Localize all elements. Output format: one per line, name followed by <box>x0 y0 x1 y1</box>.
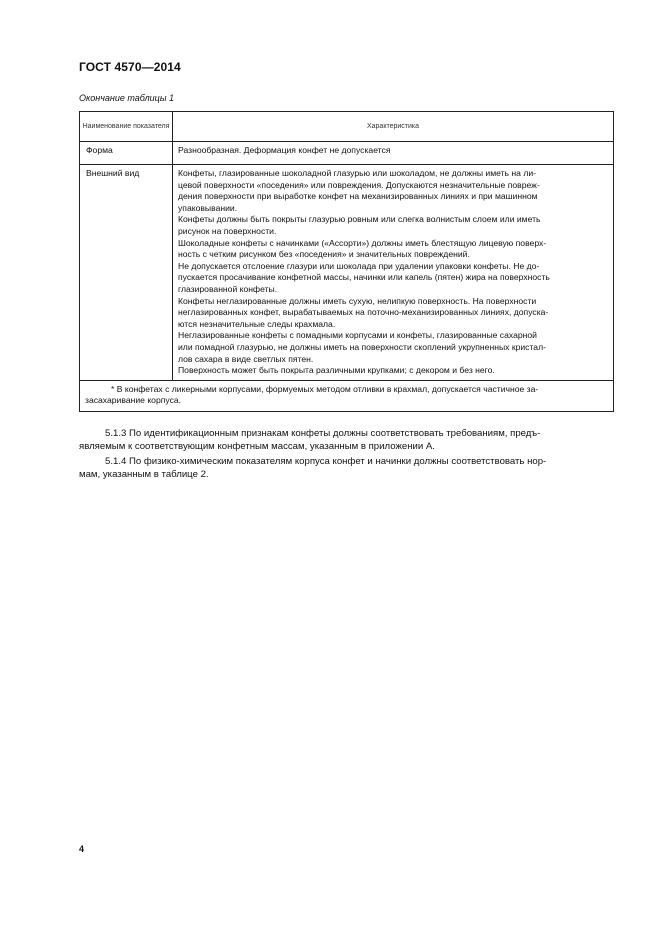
paragraph-line: 5.1.3 По идентификационным признакам конфеты должны соответствовать требованиям, предъ- <box>105 428 541 439</box>
footnote-line: * В конфетах с ликерными корпусами, формуемых методом отливки в крахмал, допускается частичное за- <box>111 383 539 394</box>
table-footnote <box>80 380 614 411</box>
paragraph-5-1-3 <box>79 427 614 454</box>
paragraph-5-1-4 <box>79 455 614 482</box>
specification-table <box>79 111 614 412</box>
page-number: 4 <box>79 844 85 854</box>
text-line: рисунок на поверхности. <box>178 225 277 236</box>
text-line: Конфеты, глазированные шоколадной глазурью или шоколадом, не должны иметь на ли- <box>178 168 537 178</box>
paragraph-line: 5.1.4 По физико-химическим показателям корпуса конфет и начинки должны соответствовать нор- <box>105 456 547 467</box>
text-line: или помадной глазурью, не должны иметь на поверхности скоплений укрупненных кристал- <box>178 341 546 352</box>
text-line: цевой поверхности «поседения» или повреждения. Допускаются незначительные повреж- <box>178 179 540 190</box>
text-line: лов сахара в виде светлых пятен. <box>178 353 314 364</box>
text-line: Конфеты должны быть покрыты глазурью ровным или слегка волнистым слоем или иметь <box>178 214 541 225</box>
table-caption: Окончание таблицы 1 <box>79 93 174 103</box>
text-line: дения поверхности при выработке конфет на механизированных линиях и при машинном <box>178 191 538 202</box>
paragraph-line: мам, указанным в таблице 2. <box>79 469 209 481</box>
row-text-forma <box>173 142 614 165</box>
text-line: пускается просачивание конфетной массы, начинки или капель (пятен) жира на поверхность <box>178 272 550 283</box>
row-name-forma: Форма <box>80 142 173 165</box>
text-line: неглазированных конфет, вырабатываемых на поточно-механизированных линиях, допуска- <box>178 307 549 318</box>
footnote-line: засахаривание корпуса. <box>85 395 182 406</box>
text-line: ность с четким рисунком без «поседения» и значительных повреждений. <box>178 249 470 260</box>
text-line: Разнообразная. Деформация конфет не допускается <box>178 145 391 155</box>
row-name-appearance: Внешний вид <box>80 165 173 381</box>
paragraph-line: являемым к соответствующим конфетным массам, указанным в приложении А. <box>79 441 435 453</box>
column-header-characteristic: Характеристика <box>173 112 614 142</box>
document-title: ГОСТ 4570—2014 <box>79 60 181 74</box>
table-row-forma <box>80 142 614 165</box>
text-line: ются незначительные следы крахмала. <box>178 318 336 329</box>
table-footnote-row <box>80 380 614 411</box>
text-line: Конфеты неглазированные должны иметь сухую, нелипкую поверхность. На поверхности <box>178 295 537 306</box>
table-header-row <box>80 112 614 142</box>
text-line: Не допускается отслоение глазури или шоколада при удалении упаковки конфеты. Не до- <box>178 260 540 271</box>
text-line: Поверхность может быть покрыта различными крупками; с декором и без него. <box>178 365 495 376</box>
text-line: Шоколадные конфеты с начинками («Ассорти») должны иметь блестящую лицевую поверх- <box>178 237 547 248</box>
table-row-appearance <box>80 165 614 381</box>
row-text-appearance <box>173 165 614 381</box>
text-line: упаковывании. <box>178 202 238 213</box>
text-line: Неглазированные конфеты с помадными корпусами и конфеты, глазированные сахарной <box>178 330 537 341</box>
column-header-name: Наименование показателя <box>80 112 173 142</box>
text-line: глазированной конфеты. <box>178 283 278 294</box>
